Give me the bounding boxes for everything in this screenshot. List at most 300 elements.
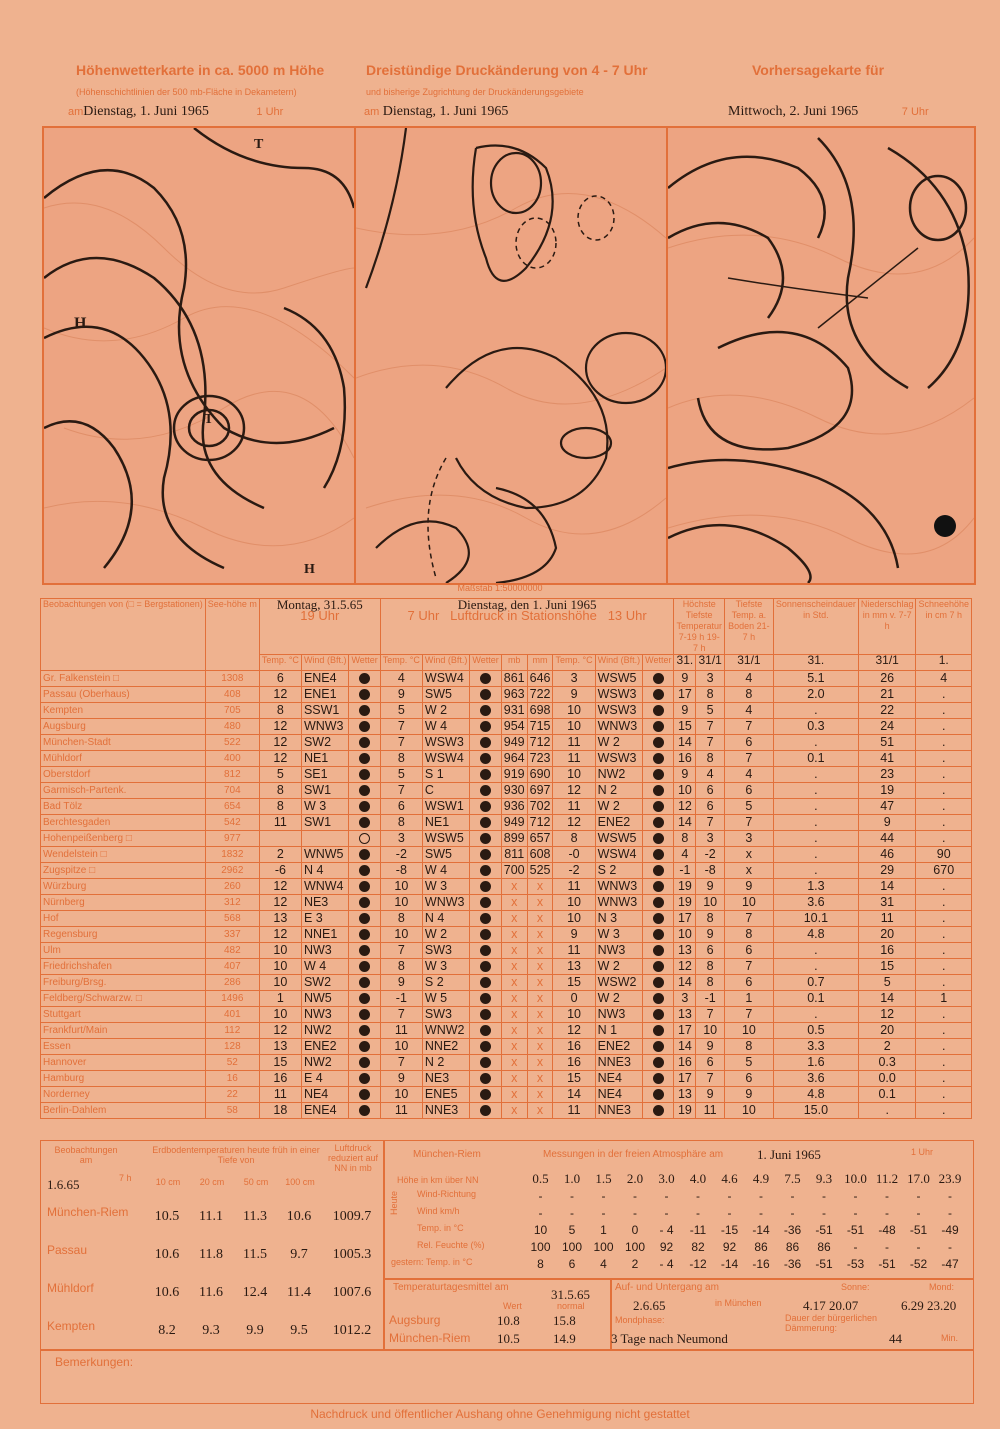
aero-value: - — [696, 1189, 700, 1203]
table-cell: 10 — [674, 927, 696, 943]
table-cell: Oberstdorf — [41, 767, 206, 783]
table-cell: 10 — [674, 783, 696, 799]
soil-temp-value: 10.6 — [286, 1209, 312, 1224]
table-cell: . — [916, 751, 972, 767]
table-cell: 22 — [858, 703, 916, 719]
table-row — [41, 863, 972, 879]
weather-symbol-icon — [349, 815, 380, 831]
weather-symbol-icon — [643, 703, 674, 719]
table-cell: x — [527, 927, 553, 943]
table-cell: WNW3 — [595, 895, 643, 911]
table-cell: . — [916, 911, 972, 927]
table-cell: 10 — [553, 719, 595, 735]
aero-value: - — [633, 1206, 637, 1220]
table-cell: W 3 — [422, 959, 470, 975]
soil-temp-value: 10.6 — [154, 1247, 180, 1262]
table-cell: 12 — [259, 719, 301, 735]
weather-symbol-icon — [349, 799, 380, 815]
table-cell: -2 — [553, 863, 595, 879]
table-cell: x — [527, 911, 553, 927]
sun-mond: Mond: — [929, 1282, 955, 1292]
table-cell: Hannover — [41, 1055, 206, 1071]
table-cell: 646 — [527, 671, 553, 687]
soil-title: Beobachtungen am — [54, 1145, 118, 1165]
table-cell: x — [527, 879, 553, 895]
svg-text:H: H — [74, 315, 87, 332]
table-cell: S 2 — [422, 975, 470, 991]
weather-symbol-icon — [470, 735, 501, 751]
aero-value: - — [916, 1240, 921, 1254]
table-cell: 8 — [696, 751, 725, 767]
table-cell: 58 — [205, 1103, 259, 1119]
table-cell: . — [916, 1055, 972, 1071]
table-row — [41, 879, 972, 895]
table-cell: NE3 — [422, 1071, 470, 1087]
table-cell: SW3 — [422, 1007, 470, 1023]
means-station-name: Augsburg — [389, 1313, 441, 1327]
table-cell: 12 — [553, 815, 595, 831]
weather-symbol-icon — [470, 1039, 501, 1055]
aero-height-value: 10.0 — [844, 1171, 867, 1186]
table-cell: 4 — [916, 671, 972, 687]
observations-table — [40, 598, 972, 1119]
table-cell: NE4 — [595, 1087, 643, 1103]
table-cell: NE4 — [595, 1071, 643, 1087]
soil-temp-value: 9.5 — [290, 1323, 308, 1338]
th-wx-mon: Wetter — [349, 655, 380, 671]
soil-temp-value: 10.5 — [154, 1209, 180, 1224]
aero-value: - — [822, 1189, 826, 1203]
table-cell: 9 — [696, 1039, 725, 1055]
table-cell: NW3 — [301, 1007, 349, 1023]
table-cell: . — [773, 863, 858, 879]
table-cell: 21 — [858, 687, 916, 703]
table-cell: 11 — [553, 1103, 595, 1119]
aero-value: 8 — [537, 1257, 544, 1271]
table-cell: -0 — [553, 847, 595, 863]
soil-temp-value: 12.4 — [242, 1285, 268, 1300]
aero-station: München-Riem — [413, 1149, 481, 1160]
weather-symbol-icon — [643, 1007, 674, 1023]
col-ground: Tiefste Temp. a. Boden 21-7 h — [724, 599, 773, 655]
aero-height-value: 4.6 — [721, 1171, 738, 1186]
table-cell: 9 — [724, 879, 773, 895]
table-cell: 10 — [553, 911, 595, 927]
table-cell: W 3 — [595, 927, 643, 943]
table-cell: 13 — [259, 1039, 301, 1055]
weather-symbol-icon — [349, 1039, 380, 1055]
table-cell: 4.8 — [773, 1087, 858, 1103]
soil-temp-value: 11.6 — [199, 1285, 223, 1300]
aero-value: - 4 — [659, 1257, 674, 1271]
aero-value: 86 — [785, 1240, 800, 1254]
aero-heute: Heute — [389, 1190, 399, 1215]
table-row — [41, 767, 972, 783]
table-cell: 20 — [858, 927, 916, 943]
table-cell: S 2 — [595, 863, 643, 879]
sun-sonne: Sonne: — [841, 1282, 870, 1292]
aero-height-value: 11.2 — [875, 1171, 899, 1186]
soil-temp-value: 11.4 — [287, 1285, 311, 1300]
soil-temp-value: 9.7 — [290, 1247, 308, 1262]
table-row — [41, 815, 972, 831]
table-cell: 112 — [205, 1023, 259, 1039]
table-cell: Ulm — [41, 943, 206, 959]
table-cell: N 4 — [301, 863, 349, 879]
table-cell: NW2 — [301, 1055, 349, 1071]
weather-symbol-icon — [349, 671, 380, 687]
aero-value: -12 — [689, 1257, 707, 1271]
table-cell: 715 — [527, 719, 553, 735]
th-wx-13: Wetter — [643, 655, 674, 671]
table-cell: N 3 — [595, 911, 643, 927]
table-cell: 712 — [527, 815, 553, 831]
weather-symbol-icon — [470, 911, 501, 927]
table-cell: WSW4 — [595, 847, 643, 863]
aero-value: - — [948, 1206, 952, 1220]
table-cell: 13 — [674, 943, 696, 959]
aero-value: - — [696, 1206, 700, 1220]
table-cell: ENE2 — [595, 815, 643, 831]
table-cell: 7 — [724, 911, 773, 927]
table-cell: 931 — [501, 703, 527, 719]
table-cell: 482 — [205, 943, 259, 959]
table-cell: 407 — [205, 959, 259, 975]
table-row — [41, 911, 972, 927]
aero-row-label: Rel. Feuchte (%) — [417, 1240, 485, 1250]
weather-symbol-icon — [470, 879, 501, 895]
table-cell: 0.3 — [773, 719, 858, 735]
table-cell: 722 — [527, 687, 553, 703]
sun-in: in München — [715, 1298, 762, 1308]
table-cell: 6 — [696, 799, 725, 815]
aero-value: -52 — [909, 1257, 928, 1271]
soil-temp-value: 11.8 — [199, 1247, 223, 1262]
aero-height-value: 7.5 — [784, 1171, 801, 1186]
table-cell: 11 — [380, 1023, 422, 1039]
col-maxmin: Höchste Tiefste Temperatur 7-19 h 19-7 h — [674, 599, 725, 655]
weather-symbol-icon — [470, 767, 501, 783]
table-cell: WSW1 — [422, 799, 470, 815]
table-cell: . — [773, 1007, 858, 1023]
table-cell: W 2 — [595, 799, 643, 815]
col-monday: Montag, 31.5.65 19 Uhr — [259, 599, 380, 655]
weather-symbol-icon — [470, 1055, 501, 1071]
means-normal-value: 15.8 — [553, 1313, 576, 1328]
aero-value: - — [570, 1206, 574, 1220]
table-cell: x — [527, 1039, 553, 1055]
table-cell — [301, 831, 349, 847]
table-cell: 670 — [916, 863, 972, 879]
aero-row-label: Wind-Richtung — [417, 1189, 477, 1199]
aero-height-label: Höhe in km über NN — [397, 1175, 479, 1185]
table-cell: 10 — [380, 1087, 422, 1103]
aero-value: - — [885, 1189, 889, 1203]
means-normal-value: 14.9 — [553, 1331, 576, 1346]
table-cell: 17 — [674, 911, 696, 927]
table-cell: NNE3 — [595, 1103, 643, 1119]
weather-symbol-icon — [643, 895, 674, 911]
table-cell: NE1 — [422, 815, 470, 831]
table-cell: . — [773, 767, 858, 783]
table-cell: 8 — [696, 959, 725, 975]
table-cell: Berchtesgaden — [41, 815, 206, 831]
aero-value: - — [664, 1189, 669, 1203]
table-cell: 8 — [259, 703, 301, 719]
table-cell: . — [916, 735, 972, 751]
table-cell: x — [527, 1023, 553, 1039]
weather-maps — [42, 126, 976, 585]
table-cell: 8 — [724, 927, 773, 943]
table-cell: 5 — [724, 799, 773, 815]
table-cell: W 2 — [595, 735, 643, 751]
table-cell: 811 — [501, 847, 527, 863]
table-cell: 5 — [858, 975, 916, 991]
table-cell: 10 — [553, 1007, 595, 1023]
table-cell: W 2 — [595, 991, 643, 1007]
table-cell: 3.6 — [773, 895, 858, 911]
aero-height-value: 2.0 — [626, 1171, 644, 1186]
table-cell: . — [916, 927, 972, 943]
means-value: 10.5 — [497, 1331, 520, 1346]
table-cell: . — [916, 895, 972, 911]
table-cell: 9 — [380, 1071, 422, 1087]
table-cell: 690 — [527, 767, 553, 783]
table-cell: 3 — [724, 831, 773, 847]
table-cell: 8 — [696, 975, 725, 991]
aero-row-label: gestern: Temp. in °C — [391, 1257, 473, 1267]
table-cell: 6 — [724, 975, 773, 991]
table-cell: 11 — [259, 815, 301, 831]
aero-height-value: 1.5 — [595, 1171, 612, 1186]
table-cell: 9 — [674, 703, 696, 719]
svg-text:T: T — [204, 412, 214, 427]
table-cell: 15 — [259, 1055, 301, 1071]
table-cell: Kempten — [41, 703, 206, 719]
th-mb: mb — [501, 655, 527, 671]
table-cell: x — [527, 1087, 553, 1103]
table-cell: 44 — [858, 831, 916, 847]
table-cell: x — [527, 975, 553, 991]
aero-value: 86 — [754, 1240, 768, 1254]
table-cell: 20 — [858, 1023, 916, 1039]
aerology-block — [384, 1140, 974, 1280]
table-cell: 17 — [674, 1023, 696, 1039]
weather-symbol-icon — [470, 831, 501, 847]
table-cell: 1.3 — [773, 879, 858, 895]
th-wx-7: Wetter — [470, 655, 501, 671]
table-cell: 10 — [553, 895, 595, 911]
th-d4: 31. — [773, 655, 858, 671]
soil-station-name: München-Riem — [47, 1205, 129, 1219]
table-row — [41, 1071, 972, 1087]
table-cell: 12 — [553, 783, 595, 799]
weather-symbol-icon — [349, 847, 380, 863]
table-cell: 401 — [205, 1007, 259, 1023]
table-cell: 949 — [501, 735, 527, 751]
soil-temp-value: 8.2 — [158, 1323, 176, 1338]
aero-value: 5 — [568, 1223, 576, 1237]
table-cell: Berlin-Dahlem — [41, 1103, 206, 1119]
aero-value: 86 — [817, 1240, 831, 1254]
table-cell: NW2 — [301, 1023, 349, 1039]
table-cell: 7 — [724, 719, 773, 735]
table-cell: 10 — [259, 959, 301, 975]
table-cell: W 3 — [422, 879, 470, 895]
aero-height-value: 0.5 — [532, 1171, 549, 1186]
table-cell: SW1 — [301, 783, 349, 799]
aero-height-value: 9.3 — [815, 1171, 833, 1186]
weather-symbol-icon — [643, 927, 674, 943]
table-cell: 10 — [380, 927, 422, 943]
th-d1: 31. — [674, 655, 696, 671]
table-cell: 0 — [553, 991, 595, 1007]
table-cell: 10 — [259, 975, 301, 991]
means-normal: normal — [557, 1301, 585, 1311]
aero-value: -47 — [941, 1257, 959, 1271]
aero-value: - — [727, 1206, 732, 1220]
table-cell: 8 — [259, 799, 301, 815]
weather-symbol-icon — [470, 895, 501, 911]
table-cell: x — [724, 847, 773, 863]
table-cell: Nürnberg — [41, 895, 206, 911]
table-cell: 16 — [858, 943, 916, 959]
table-cell: 12 — [259, 1023, 301, 1039]
weather-symbol-icon — [349, 1007, 380, 1023]
table-cell: 899 — [501, 831, 527, 847]
col-station: Beobachtungen von (□ = Bergstationen) — [41, 599, 206, 671]
table-cell: 5 — [696, 703, 725, 719]
table-cell: 17 — [674, 1071, 696, 1087]
table-cell: 408 — [205, 687, 259, 703]
means-wert: Wert — [503, 1301, 522, 1311]
table-cell: 16 — [674, 1055, 696, 1071]
weather-symbol-icon — [470, 783, 501, 799]
table-cell: 702 — [527, 799, 553, 815]
table-row — [41, 703, 972, 719]
table-cell: 9 — [380, 687, 422, 703]
table-cell: 0.1 — [773, 991, 858, 1007]
table-cell: 8 — [380, 815, 422, 831]
table-cell: 14 — [674, 735, 696, 751]
table-cell: 19 — [674, 895, 696, 911]
table-cell: . — [916, 975, 972, 991]
table-cell: WNW3 — [301, 719, 349, 735]
aero-value: 100 — [561, 1240, 583, 1254]
weather-symbol-icon — [349, 1055, 380, 1071]
table-cell: -6 — [259, 863, 301, 879]
weather-symbol-icon — [643, 815, 674, 831]
table-row — [41, 831, 972, 847]
sun-moon-block — [610, 1278, 974, 1350]
table-cell: W 2 — [422, 927, 470, 943]
table-cell: WSW3 — [595, 687, 643, 703]
table-cell: . — [916, 1007, 972, 1023]
table-cell: SW3 — [422, 943, 470, 959]
weather-symbol-icon — [643, 959, 674, 975]
table-cell: 700 — [501, 863, 527, 879]
th-temp-7: Temp. °C — [380, 655, 422, 671]
weather-symbol-icon — [349, 703, 380, 719]
aero-value: - — [822, 1206, 826, 1220]
table-cell: ENE2 — [301, 1039, 349, 1055]
col-altitude: See-höhe m — [205, 599, 259, 671]
table-cell: . — [916, 799, 972, 815]
table-cell: 90 — [916, 847, 972, 863]
table-cell: 9 — [696, 879, 725, 895]
aero-height-value: 23.9 — [938, 1171, 962, 1186]
table-row — [41, 991, 972, 1007]
table-cell: 22 — [205, 1087, 259, 1103]
table-cell: WNW3 — [422, 895, 470, 911]
table-cell: 13 — [674, 1007, 696, 1023]
th-mm: mm — [527, 655, 553, 671]
table-cell: 14 — [553, 1087, 595, 1103]
table-cell: 5 — [380, 767, 422, 783]
table-cell: WNW3 — [595, 719, 643, 735]
table-row — [41, 719, 972, 735]
aero-value: - — [633, 1189, 637, 1203]
table-cell: -2 — [380, 847, 422, 863]
table-cell: 3.6 — [773, 1071, 858, 1087]
table-cell: -1 — [380, 991, 422, 1007]
soil-temp-value: 10.6 — [154, 1285, 180, 1300]
weather-symbol-icon — [470, 671, 501, 687]
table-cell: 41 — [858, 751, 916, 767]
table-cell: 47 — [858, 799, 916, 815]
table-cell: 8 — [553, 831, 595, 847]
table-cell: . — [916, 879, 972, 895]
aero-value: 2 — [631, 1257, 639, 1271]
remarks-box — [40, 1350, 974, 1404]
aero-value: - — [664, 1206, 669, 1220]
table-cell: 19 — [858, 783, 916, 799]
table-cell: 3 — [696, 831, 725, 847]
weather-symbol-icon — [470, 1023, 501, 1039]
aero-value: -16 — [752, 1257, 770, 1271]
table-cell: x — [501, 1103, 527, 1119]
table-cell: ENE4 — [301, 1103, 349, 1119]
table-cell: 7 — [696, 1071, 725, 1087]
table-cell: 4 — [380, 671, 422, 687]
weather-symbol-icon — [643, 975, 674, 991]
table-cell: 3 — [696, 671, 725, 687]
table-cell: 4 — [724, 767, 773, 783]
table-cell: 52 — [205, 1055, 259, 1071]
table-cell: 936 — [501, 799, 527, 815]
table-cell: 15.0 — [773, 1103, 858, 1119]
table-cell: x — [501, 1007, 527, 1023]
table-cell: x — [527, 991, 553, 1007]
table-cell: 29 — [858, 863, 916, 879]
map1-date: amDienstag, 1. Juni 1965 1 Uhr — [68, 104, 284, 119]
table-cell: 11 — [553, 879, 595, 895]
weather-symbol-icon — [643, 847, 674, 863]
table-cell: 13 — [553, 959, 595, 975]
weather-symbol-icon — [349, 831, 380, 847]
table-cell: N 4 — [422, 911, 470, 927]
table-cell: 2.0 — [773, 687, 858, 703]
table-cell: 7 — [380, 943, 422, 959]
table-cell: S 1 — [422, 767, 470, 783]
svg-text:T: T — [254, 137, 264, 152]
table-cell: 13 — [674, 1087, 696, 1103]
footer-notice: Nachdruck und öffentlicher Aushang ohne Genehmigung nicht gestattet — [310, 1407, 690, 1421]
weather-symbol-icon — [349, 943, 380, 959]
table-cell: 286 — [205, 975, 259, 991]
table-cell: 8 — [696, 911, 725, 927]
table-cell: 6 — [696, 783, 725, 799]
